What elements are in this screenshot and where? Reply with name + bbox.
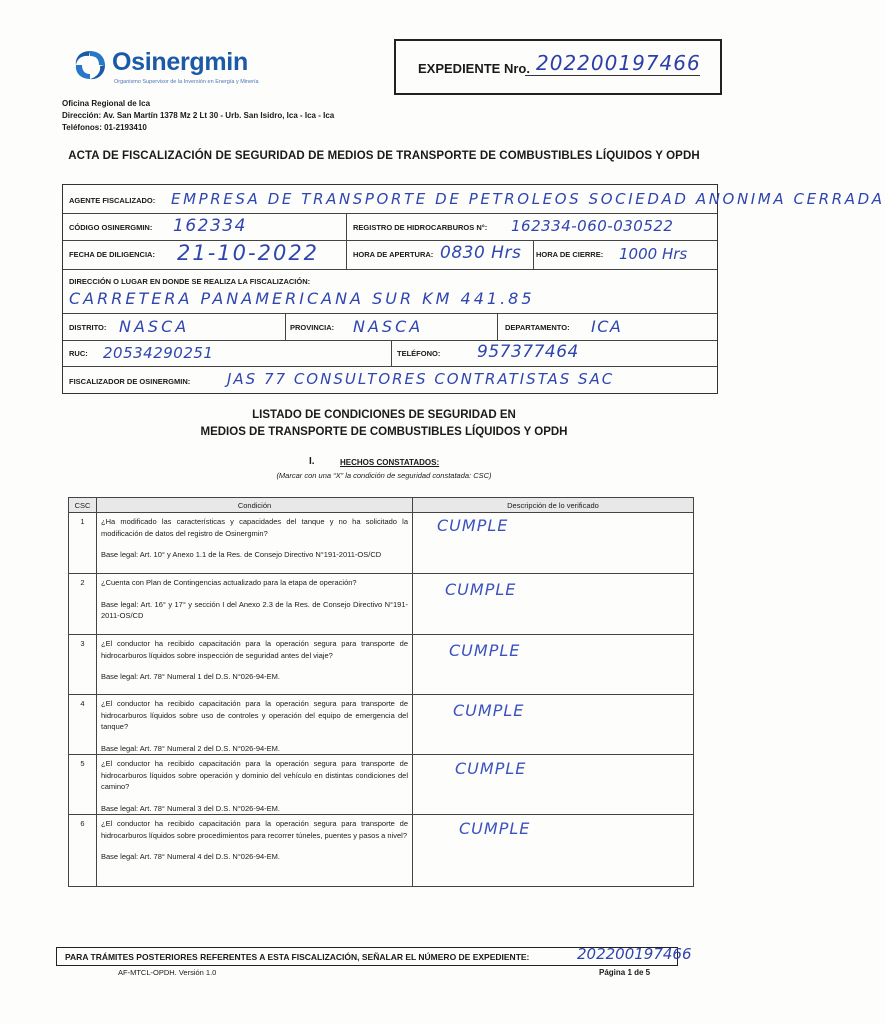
row-verified: CUMPLE — [437, 516, 509, 535]
row-base-legal: Base legal: Art. 10° y Anexo 1.1 de la Res. de Consejo Directivo N°191-2011-OS/CD — [101, 550, 382, 559]
list-title-line2: MEDIOS DE TRANSPORTE DE COMBUSTIBLES LÍQUIDOS Y OPDH — [200, 426, 568, 438]
table-header-row — [69, 498, 694, 513]
table-row — [69, 635, 694, 695]
document-title: ACTA DE FISCALIZACIÓN DE SEGURIDAD DE MEDIOS DE TRANSPORTE DE COMBUSTIBLES LÍQUIDOS Y OPDH — [68, 150, 700, 162]
row-base-legal: Base legal: Art. 16° y 17° y sección I del Anexo 2.3 de la Res. de Consejo Directivo N°191-2011-OS/CD — [101, 599, 408, 620]
fiscalizador-value: JAS 77 CONSULTORES CONTRATISTAS SAC — [227, 370, 615, 388]
table-row — [69, 695, 694, 755]
telefono-label: TELÉFONO: — [397, 349, 441, 358]
brand-name: Osinergmin — [112, 48, 248, 76]
expediente-box — [394, 39, 722, 95]
registro-value: 162334-060-030522 — [511, 217, 674, 235]
provincia-value: NASCA — [353, 317, 424, 336]
expediente-label: EXPEDIENTE Nro. — [418, 61, 530, 76]
fiscalizador-label: FISCALIZADOR DE OSINERGMIN: — [69, 377, 191, 386]
row-question: ¿El conductor ha recibido capacitación para la operación segura para transporte de hidrocarburos líquidos sobre uso de controles y operación del equipo de emergencia del tanque? — [101, 699, 408, 731]
departamento-value: ICA — [591, 317, 623, 336]
fecha-value: 21-10-2022 — [177, 241, 320, 265]
row-number: 4 — [69, 695, 97, 755]
table-row — [69, 755, 694, 815]
row-base-legal: Base legal: Art. 78° Numeral 1 del D.S. N°026-94-EM. — [101, 672, 280, 681]
office-phone: Teléfonos: 01-2193410 — [62, 123, 147, 132]
distrito-label: DISTRITO: — [69, 323, 107, 332]
registro-label: REGISTRO DE HIDROCARBUROS N°: — [353, 223, 488, 232]
footer-note: PARA TRÁMITES POSTERIORES REFERENTES A ESTA FISCALIZACIÓN, SEÑALAR EL NÚMERO DE EXPEDIENTE: — [65, 952, 530, 962]
header-condicion: Condición — [97, 498, 413, 513]
ruc-label: RUC: — [69, 349, 88, 358]
inspection-info-grid — [62, 184, 885, 394]
direccion-value: CARRETERA PANAMERICANA SUR KM 441.85 — [69, 289, 535, 308]
direccion-label: DIRECCIÓN O LUGAR EN DONDE SE REALIZA LA FISCALIZACIÓN: — [69, 277, 311, 286]
header-descripcion: Descripción de lo verificado — [413, 498, 694, 513]
table-row — [69, 513, 694, 574]
row-verified: CUMPLE — [453, 701, 525, 720]
row-number: 2 — [69, 574, 97, 635]
section-note: (Marcar con una “X” la condición de seguridad constatada: CSC) — [276, 471, 492, 480]
osinergmin-swirl-icon — [72, 48, 108, 82]
row-base-legal: Base legal: Art. 78° Numeral 2 del D.S. N°026-94-EM. — [101, 743, 280, 753]
row-question: ¿El conductor ha recibido capacitación para la operación segura para transporte de hidrocarburos líquidos sobre operación y dominio del vehículo en distintas condiciones del camino? — [101, 759, 408, 791]
row-verified: CUMPLE — [445, 580, 517, 599]
ruc-value: 20534290251 — [103, 344, 214, 362]
table-row — [69, 815, 694, 887]
apertura-value: 0830 Hrs — [440, 243, 522, 263]
section-title: HECHOS CONSTATADOS: — [340, 458, 440, 467]
osinergmin-logo — [72, 46, 292, 96]
row-number: 1 — [69, 513, 97, 574]
list-title — [0, 407, 768, 441]
apertura-label: HORA DE APERTURA: — [353, 250, 434, 259]
expediente-underline — [525, 75, 700, 76]
row-number: 3 — [69, 635, 97, 695]
row-base-legal: Base legal: Art. 78° Numeral 4 del D.S. N°026-94-EM. — [101, 852, 280, 861]
row-verified: CUMPLE — [459, 819, 531, 838]
row-verified: CUMPLE — [449, 641, 521, 660]
departamento-label: DEPARTAMENTO: — [505, 323, 570, 332]
brand-tagline: Organismo Supervisor de la Inversión en Energía y Minería — [114, 79, 259, 85]
row-question: ¿Cuenta con Plan de Contingencias actualizado para la etapa de operación? — [101, 578, 357, 587]
expediente-value: 202200197466 — [536, 51, 701, 75]
footer-expediente-value: 202200197466 — [577, 945, 692, 963]
fecha-label: FECHA DE DILIGENCIA: — [69, 250, 155, 259]
office-address: Dirección: Av. San Martín 1378 Mz 2 Lt 30 - Urb. San Isidro, Ica - Ica - Ica — [62, 111, 335, 120]
conditions-table — [68, 497, 694, 887]
telefono-value: 957377464 — [477, 342, 579, 362]
codigo-label: CÓDIGO OSINERGMIN: — [69, 223, 153, 232]
row-question: ¿El conductor ha recibido capacitación para la operación segura para transporte de hidrocarburos líquidos sobre procedimientos para recorrer túneles, puentes y pasos a nivel? — [101, 819, 408, 840]
section-number: I. — [309, 456, 315, 467]
cierre-label: HORA DE CIERRE: — [536, 250, 604, 259]
distrito-value: NASCA — [119, 317, 190, 336]
row-verified: CUMPLE — [455, 759, 527, 778]
table-row — [69, 574, 694, 635]
header-csc: CSC — [69, 498, 97, 513]
codigo-value: 162334 — [173, 216, 247, 236]
list-title-line1: LISTADO DE CONDICIONES DE SEGURIDAD EN — [252, 409, 516, 421]
cierre-value: 1000 Hrs — [619, 245, 688, 263]
row-question: ¿El conductor ha recibido capacitación para la operación segura para transporte de hidrocarburos líquidos sobre inspección de seguridad antes del viaje? — [101, 639, 408, 660]
agente-label: AGENTE FISCALIZADO: — [69, 196, 156, 205]
agente-value: EMPRESA DE TRANSPORTE DE PETROLEOS SOCIEDAD ANONIMA CERRADA — [171, 190, 885, 208]
office-name: Oficina Regional de Ica — [62, 99, 151, 108]
row-number: 6 — [69, 815, 97, 887]
page-number: Página 1 de 5 — [599, 968, 651, 977]
footer-expediente-box — [56, 945, 692, 966]
row-question: ¿Ha modificado las características y capacidades del tanque y no ha solicitado la modificación de datos del registro de Osinergmin? — [101, 517, 408, 538]
row-number: 5 — [69, 755, 97, 815]
provincia-label: PROVINCIA: — [290, 323, 335, 332]
office-info — [62, 98, 334, 134]
row-base-legal: Base legal: Art. 78° Numeral 3 del D.S. N°026-94-EM. — [101, 803, 280, 813]
form-code: AF-MTCL-OPDH. Versión 1.0 — [118, 968, 217, 977]
